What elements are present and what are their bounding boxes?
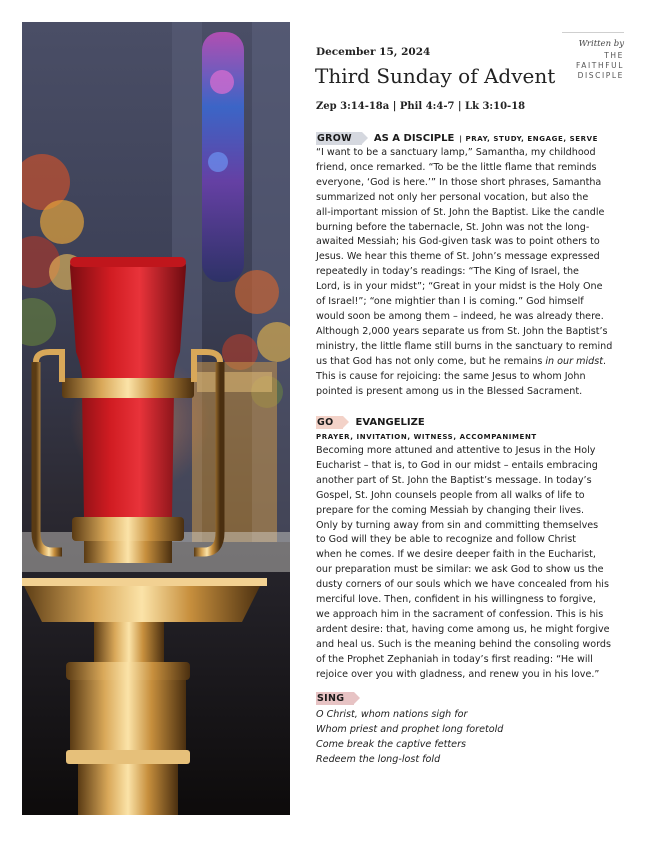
grow-line: Lord, is in your midst”; “Great in your midst is the Holy One: [316, 281, 603, 293]
go-line: Gospel, St. John counsels people from all walks of life to: [316, 489, 585, 501]
grow-line: all-important mission of St. John the Baptist. Like the candle: [316, 206, 605, 218]
grow-subtitle: | PRAY, STUDY, ENGAGE, SERVE: [459, 134, 599, 143]
grow-line: would soon be among them – indeed, he was already there.: [316, 310, 604, 322]
go-line: another part of St. John the Baptist’s message. In today’s: [316, 474, 592, 486]
sanctuary-lamp-photo: [22, 22, 290, 815]
go-line: rejoice over you with gladness, and renew you in his love.”: [316, 668, 600, 680]
grow-line: repeatedly in today’s readings: “The King of Israel, the: [316, 266, 579, 278]
go-title: EVANGELIZE: [355, 417, 425, 428]
grow-line: of Israel!”; “one mightier than I is coming.” God himself: [316, 296, 584, 308]
author-byline: [562, 32, 624, 81]
grow-line: everyone, ‘God is here.’” In those short phrases, Samantha: [316, 176, 602, 188]
sing-section-header: [316, 692, 354, 705]
grow-line: This is cause for rejoicing: the same Jesus to whom John: [316, 370, 586, 382]
sanctuary-lamp-illustration: [22, 22, 290, 815]
grow-line: “I want to be a sanctuary lamp,” Samantha, my childhood: [316, 147, 596, 158]
grow-line: Although 2,000 years separate us from St. John the Baptist’s: [316, 325, 608, 337]
go-section-header: [316, 416, 425, 429]
go-line: we approach him in the sacrament of confession. This is his: [316, 608, 604, 620]
go-line: when he comes. If we desire deeper faith in the Eucharist,: [316, 549, 596, 561]
go-line: our preparation must be similar: we ask God to show us the: [316, 564, 604, 576]
brand-line-2: FAITHFUL: [576, 61, 624, 70]
brand-name: [562, 51, 624, 81]
grow-section-header: [316, 132, 598, 145]
go-line: to God will they be able to recognize and follow Christ: [316, 534, 576, 546]
hymn-line: Whom priest and prophet long foretold: [316, 723, 504, 735]
page-date: December 15, 2024: [316, 46, 431, 58]
page-title: Third Sunday of Advent: [315, 64, 556, 88]
hymn-line: Redeem the long-lost fold: [316, 753, 441, 765]
grow-line: ministry, the little flame still burns in the sanctuary to remind: [316, 340, 613, 352]
sing-tag: SING: [316, 692, 354, 705]
go-line: ardent desire: that, having come among us, he might forgive: [316, 623, 610, 635]
grow-body: [316, 146, 621, 399]
hymn-lyrics: [316, 708, 621, 768]
go-line: Becoming more attuned and attentive to Jesus in the Holy: [316, 445, 596, 456]
grow-tag: GROW: [316, 132, 362, 145]
go-line: Eucharist – that is, to God in our midst – entails embracing: [316, 459, 598, 471]
grow-emphasis: in our midst: [545, 355, 603, 367]
go-line: prepare for the coming Messiah by changing their lives.: [316, 504, 585, 516]
hymn-line: Come break the captive fetters: [316, 738, 467, 750]
grow-line: us that God has not only come, but he remains in our midst.: [316, 355, 607, 367]
go-line: Only by turning away from sin and committing themselves: [316, 519, 599, 531]
go-body: [316, 444, 621, 683]
grow-line: summarized not only her personal vocation, but also the: [316, 191, 589, 203]
grow-title: AS A DISCIPLE: [373, 133, 455, 144]
scripture-readings: Zep 3:14-18a | Phil 4:4-7 | Lk 3:10-18: [316, 101, 526, 112]
go-subtitle: PRAYER, INVITATION, WITNESS, ACCOMPANIMENT: [316, 433, 537, 441]
grow-line: awaited Messiah; his God-given task was to point others to: [316, 236, 600, 248]
grow-line: burning before the tabernacle, St. John was not the long-: [316, 221, 590, 233]
brand-line-3: DISCIPLE: [577, 71, 624, 80]
grow-line: pointed is present among us in the Blessed Sacrament.: [316, 385, 583, 397]
go-tag: GO: [316, 416, 343, 429]
grow-line: Jesus. We hear this theme of St. John’s message expressed: [316, 251, 600, 263]
brand-line-1: THE: [604, 51, 624, 60]
written-by-label: Written by: [578, 39, 624, 49]
hymn-line: O Christ, whom nations sigh for: [316, 709, 468, 720]
go-line: dusty corners of our souls which we have concealed from his: [316, 579, 609, 591]
go-line: and heal us. Such is the meaning behind the consoling words: [316, 638, 612, 650]
go-line: of the Prophet Zephaniah in today’s first reading: “He will: [316, 653, 593, 665]
grow-line: friend, once remarked. “To be the little flame that reminds: [316, 161, 597, 173]
go-line: merciful love. Then, confident in his willingness to forgive,: [316, 594, 596, 606]
